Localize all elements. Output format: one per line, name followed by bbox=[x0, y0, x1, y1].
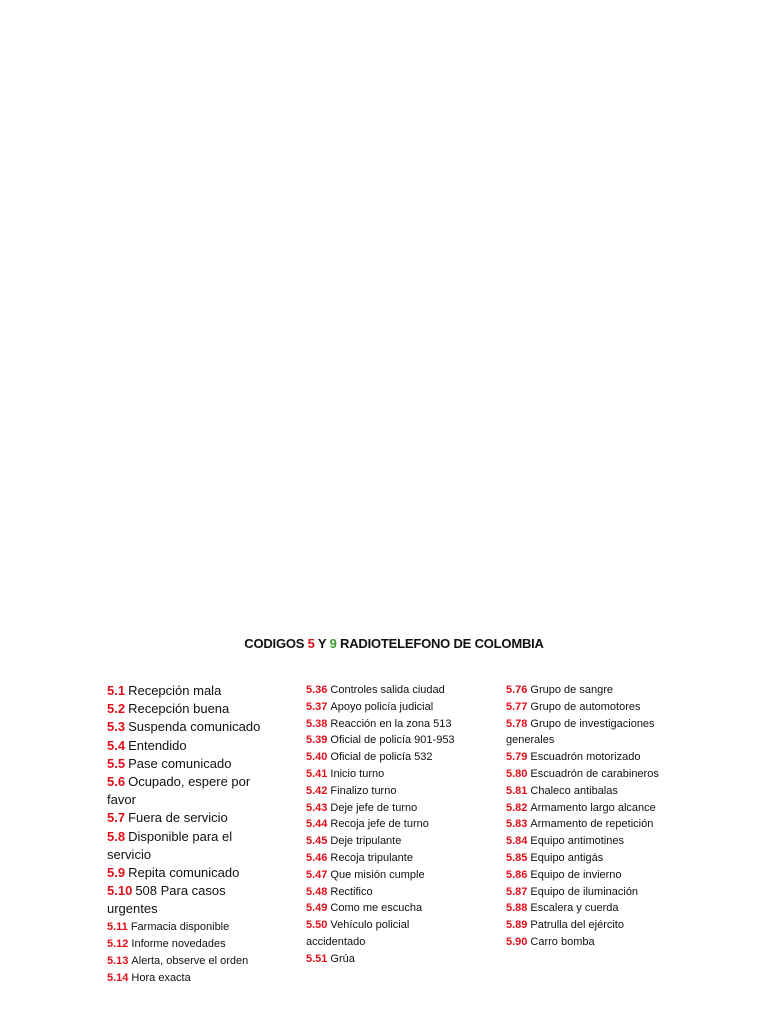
code-number: 5.46 bbox=[306, 851, 328, 864]
code-item bbox=[506, 783, 666, 800]
title-nine: 9 bbox=[329, 636, 337, 651]
code-item bbox=[506, 716, 666, 750]
code-text: Fuera de servicio bbox=[128, 810, 228, 826]
code-item bbox=[306, 766, 464, 783]
code-text: Grupo de sangre bbox=[530, 684, 613, 696]
code-text: Informe novedades bbox=[131, 937, 226, 950]
code-text: Rectifico bbox=[330, 885, 373, 898]
code-number: 5.2 bbox=[107, 701, 126, 717]
code-number: 5.43 bbox=[306, 801, 328, 814]
code-item bbox=[107, 682, 267, 700]
code-item bbox=[306, 783, 464, 800]
code-text: Equipo de invierno bbox=[530, 868, 622, 881]
code-number: 5.78 bbox=[506, 717, 528, 730]
code-text: Disponible para el servicio bbox=[107, 828, 233, 862]
code-number: 5.40 bbox=[306, 751, 328, 764]
code-text: Equipo antigás bbox=[530, 851, 604, 864]
code-number: 5.1 bbox=[107, 683, 126, 698]
code-item bbox=[506, 850, 666, 867]
code-text: Inicio turno bbox=[330, 767, 385, 780]
code-item bbox=[306, 800, 464, 817]
code-number: 5.12 bbox=[107, 937, 129, 950]
code-item bbox=[107, 970, 267, 987]
code-number: 5.44 bbox=[306, 818, 328, 831]
code-number: 5.6 bbox=[107, 774, 126, 790]
code-item bbox=[306, 850, 464, 867]
code-number: 5.79 bbox=[506, 751, 528, 764]
code-text: Escuadrón motorizado bbox=[530, 751, 641, 764]
code-number: 5.5 bbox=[107, 755, 126, 771]
code-number: 5.83 bbox=[506, 818, 528, 831]
code-number: 5.49 bbox=[306, 902, 328, 915]
code-text: Grupo de investigaciones generales bbox=[506, 717, 655, 747]
code-number: 5.48 bbox=[306, 885, 328, 898]
code-number: 5.41 bbox=[306, 767, 328, 780]
code-text: Carro bomba bbox=[530, 935, 595, 948]
code-text: Farmacia disponible bbox=[130, 920, 230, 933]
code-item bbox=[306, 917, 464, 951]
code-number: 5.86 bbox=[506, 868, 528, 881]
code-number: 5.10 bbox=[107, 883, 133, 899]
code-item bbox=[107, 718, 267, 736]
code-item bbox=[306, 682, 464, 699]
code-text: Oficial de policía 901-953 bbox=[330, 734, 455, 747]
code-number: 5.42 bbox=[306, 784, 328, 797]
code-item bbox=[107, 755, 267, 773]
code-number: 5.84 bbox=[506, 835, 528, 848]
code-item bbox=[107, 882, 267, 918]
code-text: Controles salida ciudad bbox=[330, 684, 445, 696]
code-item bbox=[506, 934, 666, 951]
code-number: 5.14 bbox=[107, 972, 129, 985]
code-text: Repita comunicado bbox=[128, 865, 240, 881]
code-item bbox=[107, 809, 267, 827]
document-title bbox=[0, 636, 768, 651]
code-text: Vehículo policial accidentado bbox=[306, 919, 410, 948]
code-number: 5.37 bbox=[306, 700, 328, 713]
code-text: Deje tripulante bbox=[330, 835, 402, 848]
code-text: Chaleco antibalas bbox=[530, 784, 618, 797]
title-y: Y bbox=[317, 636, 327, 651]
code-item bbox=[506, 917, 666, 934]
code-item bbox=[506, 699, 666, 716]
code-item bbox=[107, 936, 267, 953]
code-number: 5.9 bbox=[107, 865, 126, 881]
code-item bbox=[107, 773, 267, 809]
code-text: Finalizo turno bbox=[330, 784, 397, 797]
code-number: 5.45 bbox=[306, 835, 328, 848]
code-item bbox=[306, 732, 464, 749]
code-text: Pase comunicado bbox=[128, 755, 232, 771]
code-number: 5.38 bbox=[306, 717, 328, 730]
code-item bbox=[306, 884, 464, 901]
code-text: Escuadrón de carabineros bbox=[530, 767, 659, 780]
code-item bbox=[306, 833, 464, 850]
code-item bbox=[506, 800, 666, 817]
code-text: Recoja tripulante bbox=[330, 851, 413, 864]
code-text: Apoyo policía judicial bbox=[330, 700, 434, 713]
code-text: Recepción mala bbox=[128, 683, 222, 698]
code-item bbox=[306, 716, 464, 733]
code-text: Oficial de policía 532 bbox=[330, 751, 433, 764]
code-text: Recoja jefe de turno bbox=[330, 818, 429, 831]
code-item bbox=[506, 867, 666, 884]
code-item bbox=[506, 833, 666, 850]
code-item bbox=[107, 953, 267, 970]
code-number: 5.7 bbox=[107, 810, 126, 826]
code-item bbox=[306, 951, 464, 968]
code-number: 5.51 bbox=[306, 952, 328, 965]
code-item bbox=[306, 900, 464, 917]
code-text: Alerta, observe el orden bbox=[131, 955, 249, 968]
code-text: Armamento de repetición bbox=[530, 818, 654, 831]
code-number: 5.88 bbox=[506, 902, 528, 915]
code-text: 508 Para casos urgentes bbox=[107, 883, 226, 917]
code-number: 5.90 bbox=[506, 935, 528, 948]
code-number: 5.81 bbox=[506, 784, 528, 797]
code-text: Grupo de automotores bbox=[530, 700, 641, 713]
code-number: 5.11 bbox=[107, 920, 128, 933]
code-number: 5.77 bbox=[506, 700, 528, 713]
code-text: Reacción en la zona 513 bbox=[330, 717, 452, 730]
code-number: 5.50 bbox=[306, 919, 328, 932]
code-number: 5.47 bbox=[306, 868, 328, 881]
code-item bbox=[506, 816, 666, 833]
code-text: Armamento largo alcance bbox=[530, 801, 656, 814]
title-rest: RADIOTELEFONO DE COLOMBIA bbox=[340, 636, 544, 651]
title-codigos: CODIGOS bbox=[244, 636, 305, 651]
codes-column-2 bbox=[306, 682, 464, 968]
code-text: Entendido bbox=[128, 737, 187, 753]
code-number: 5.85 bbox=[506, 851, 528, 864]
code-text: Patrulla del ejército bbox=[530, 919, 624, 932]
code-number: 5.80 bbox=[506, 767, 528, 780]
code-text: Equipo de iluminación bbox=[530, 885, 639, 898]
code-text: Como me escucha bbox=[330, 902, 423, 915]
code-item bbox=[306, 749, 464, 766]
code-number: 5.82 bbox=[506, 801, 528, 814]
code-item bbox=[506, 682, 666, 699]
code-number: 5.8 bbox=[107, 828, 126, 844]
code-text: Hora exacta bbox=[131, 972, 191, 985]
code-number: 5.87 bbox=[506, 885, 528, 898]
code-text: Suspenda comunicado bbox=[128, 719, 261, 735]
code-item bbox=[506, 900, 666, 917]
code-number: 5.89 bbox=[506, 919, 528, 932]
title-five: 5 bbox=[307, 636, 315, 651]
code-item bbox=[506, 766, 666, 783]
code-item bbox=[506, 749, 666, 766]
code-item bbox=[107, 700, 267, 718]
code-item bbox=[506, 884, 666, 901]
code-number: 5.4 bbox=[107, 737, 126, 753]
code-number: 5.39 bbox=[306, 734, 328, 747]
code-text: Recepción buena bbox=[128, 701, 230, 717]
code-number: 5.36 bbox=[306, 684, 328, 696]
code-item bbox=[107, 737, 267, 755]
codes-column-3 bbox=[506, 682, 666, 951]
code-number: 5.13 bbox=[107, 955, 129, 968]
code-item bbox=[107, 919, 267, 936]
code-text: Que misión cumple bbox=[330, 868, 425, 881]
code-item bbox=[107, 864, 267, 882]
code-text: Ocupado, espere por favor bbox=[107, 774, 251, 808]
codes-column-1 bbox=[107, 682, 267, 987]
code-item bbox=[306, 816, 464, 833]
code-text: Equipo antimotines bbox=[530, 835, 624, 848]
code-text: Escalera y cuerda bbox=[530, 902, 619, 915]
code-number: 5.76 bbox=[506, 684, 528, 696]
code-item bbox=[107, 828, 267, 864]
code-item bbox=[306, 699, 464, 716]
code-text: Grúa bbox=[330, 952, 355, 965]
code-item bbox=[306, 867, 464, 884]
code-text: Deje jefe de turno bbox=[330, 801, 418, 814]
code-number: 5.3 bbox=[107, 719, 126, 735]
